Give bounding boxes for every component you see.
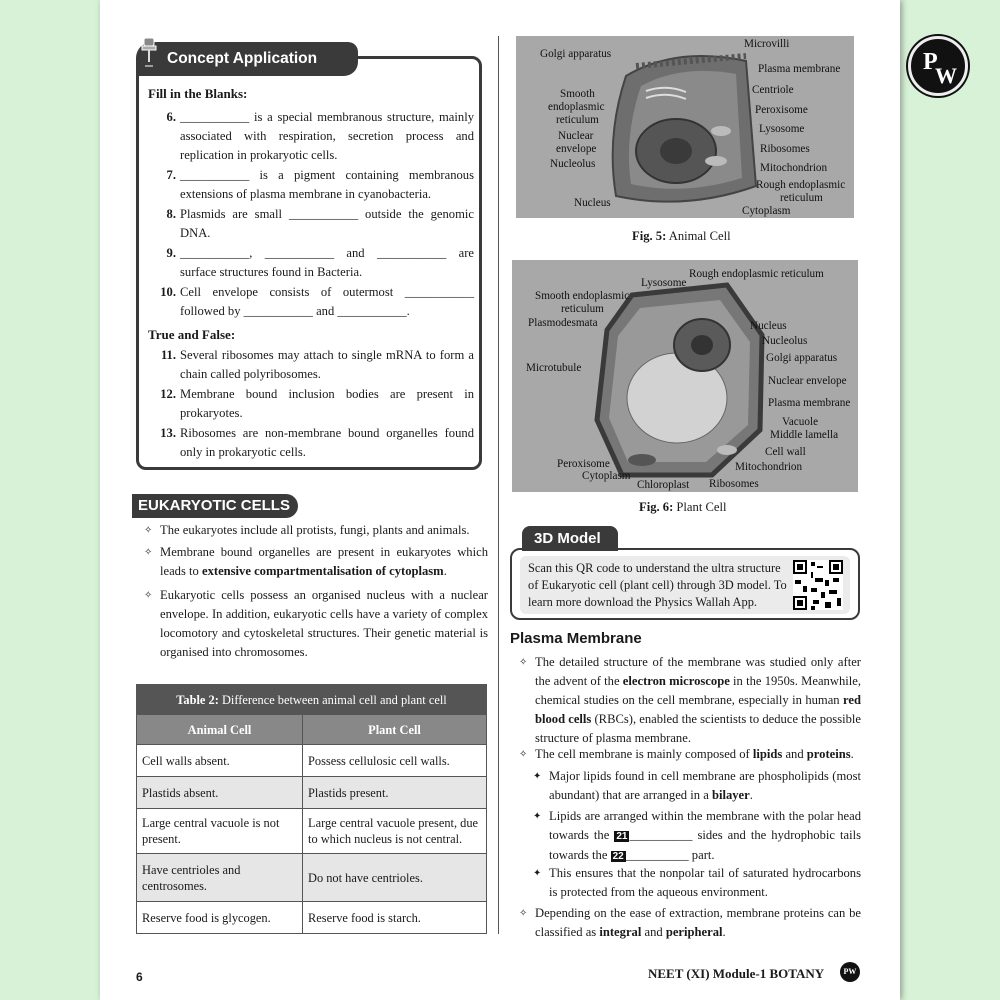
question-10: 10. Cell envelope consists of outermost ___________ followed by ___________ and ___________. (160, 285, 474, 318)
eukaryotic-bullet-1: ✧ The eukaryotes include all protists, fungi, plants and animals. (144, 523, 470, 537)
table-cell: Possess cellulosic cell walls. (303, 745, 487, 777)
label-plasma-membrane: Plasma membrane (758, 63, 841, 75)
footer-logo-icon: PW (840, 962, 860, 982)
plasma-subbullet-3: ✦ This ensures that the nonpolar tail of saturated hydrocarbons is protected from the aqueous environment. (533, 866, 861, 899)
label-centriole: Centriole (752, 84, 794, 96)
label-cytoplasm-plant: Cytoplasm (582, 470, 631, 482)
label-chloroplast: Chloroplast (637, 479, 690, 491)
question-12: 12. Membrane bound inclusion bodies are present in prokaryotes. (160, 387, 474, 420)
label-smooth-er-2: endoplasmic (548, 101, 605, 113)
table-header-animal: Animal Cell (137, 715, 303, 745)
footer-title: NEET (XI) Module-1 BOTANY (648, 966, 825, 981)
table-row (137, 854, 487, 902)
label-rough-er-1: Rough endoplasmic (756, 179, 846, 191)
label-golgi-plant: Golgi apparatus (766, 352, 838, 364)
label-nuclear-envelope-2: envelope (556, 143, 597, 155)
label-cell-wall: Cell wall (765, 446, 806, 458)
label-rough-er: Rough endoplasmic reticulum (689, 268, 824, 280)
table-cell: Reserve food is glycogen. (137, 902, 303, 934)
3d-model-tab: 3D Model (522, 526, 618, 551)
label-middle-lamella: Middle lamella (770, 429, 839, 441)
concept-application-tab: Concept Application (136, 42, 358, 76)
question-8: 8. Plasmids are small ___________ outside the genomic DNA. (166, 207, 474, 240)
question-7: 7. ___________ is a pigment containing membranous extensions of plasma membrane in cyanobacteria. (166, 168, 474, 201)
label-smooth-er-1: Smooth (560, 88, 595, 100)
page-number: 6 (136, 970, 143, 984)
label-nuclear-envelope-1: Nuclear (558, 130, 594, 142)
qr-code-icon[interactable] (793, 560, 843, 610)
true-false-heading: True and False: (148, 327, 236, 342)
question-11: 11. Several ribosomes may attach to single mRNA to form a chain called polyribosomes. (160, 348, 474, 381)
pw-logo (908, 36, 968, 96)
fig5-caption: Fig. 5: Animal Cell (632, 229, 731, 243)
label-microvilli: Microvilli (744, 38, 790, 50)
label-lysosome: Lysosome (759, 123, 805, 135)
table-row (137, 809, 487, 854)
label-cytoplasm: Cytoplasm (742, 205, 791, 217)
label-nuclear-envelope-plant: Nuclear envelope (768, 375, 847, 387)
label-nucleus-plant: Nucleus (750, 320, 787, 332)
eukaryotic-cells-heading: EUKARYOTIC CELLS (132, 494, 298, 518)
plasma-bullet-2: ✧ The cell membrane is mainly composed of lipids and proteins. (519, 747, 854, 761)
label-mitochondrion-plant: Mitochondrion (735, 461, 803, 473)
label-peroxisome-plant: Peroxisome (557, 458, 610, 470)
table-cell: Large central vacuole is not present. (137, 809, 303, 854)
label-peroxisome: Peroxisome (755, 104, 808, 116)
label-lysosome-plant: Lysosome (641, 277, 687, 289)
label-smooth-er-3: reticulum (556, 114, 599, 126)
plasma-subbullet-2: ✦ Lipids are arranged within the membrane with the polar head towards the 21 __________ sides and the hydrophobic tails towards the 22 __________ part. (533, 809, 861, 862)
plasma-bullet-3: ✧ Depending on the ease of extraction, membrane proteins can be classified as integral and peripheral. (519, 906, 861, 939)
eukaryotic-bullet-3: ✧ Eukaryotic cells possess an organised nucleus with a nuclear envelope. In addition, eukaryotic cells have a variety of complex locomotory and cytoskeletal structures. Their genetic material is organised into chromosomes. (144, 588, 488, 659)
label-plasmodesmata: Plasmodesmata (528, 317, 598, 329)
table-cell: Do not have centrioles. (303, 854, 487, 902)
eukaryotic-bullet-2: ✧ Membrane bound organelles are present in eukaryotes which leads to extensive compartmentalisation of cytoplasm. (144, 545, 488, 578)
comparison-table (136, 684, 487, 934)
plasma-subbullet-1: ✦ Major lipids found in cell membrane are phospholipids (most abundant) that are arranged in a bilayer. (533, 769, 861, 802)
label-mitochondrion: Mitochondrion (760, 162, 828, 174)
label-vacuole: Vacuole (782, 416, 819, 428)
table-cell: Have centrioles and centrosomes. (137, 854, 303, 902)
pw-logo-icon (911, 39, 965, 93)
table-cell: Reserve food is starch. (303, 902, 487, 934)
blank-marker-22: 22 (612, 851, 624, 862)
svg-text:P: P (923, 49, 938, 75)
table-cell: Plastids absent. (137, 777, 303, 809)
table-row (137, 745, 487, 777)
blank-marker-21: 21 (616, 831, 628, 842)
fill-blanks-heading: Fill in the Blanks: (148, 86, 248, 101)
svg-text:W: W (935, 63, 957, 88)
plasma-membrane-heading: Plasma Membrane (510, 630, 642, 647)
table-header-plant: Plant Cell (303, 715, 487, 745)
table-row (137, 777, 487, 809)
column-divider (498, 36, 499, 934)
question-9: 9. ___________, ___________ and ___________ are surface structures found in Bacteria. (166, 246, 474, 279)
label-golgi: Golgi apparatus (540, 48, 612, 60)
label-nucleus: Nucleus (574, 197, 611, 209)
label-microtubule: Microtubule (526, 362, 582, 374)
pushpin-icon (139, 36, 161, 72)
label-nucleolus-plant: Nucleolus (762, 335, 808, 347)
question-6: 6. ___________ is a special membranous structure, mainly associated with respiration, secretion process and replication in prokaryotic cells. (166, 110, 474, 162)
label-nucleolus: Nucleolus (550, 158, 596, 170)
label-smooth-er-plant-1: Smooth endoplasmic (535, 290, 630, 302)
plasma-bullet-1: ✧ The detailed structure of the membrane was studied only after the advent of the electron microscope in the 1950s. Meanwhile, chemical studies on the cell membrane, especially in human red blood cells (RBCs), enabled the scientists to deduce the possible structure of plasma membrane. (519, 655, 861, 745)
label-ribosomes-plant: Ribosomes (709, 478, 759, 490)
label-plasma-membrane-plant: Plasma membrane (768, 397, 851, 409)
label-ribosomes: Ribosomes (760, 143, 810, 155)
table-cell: Cell walls absent. (137, 745, 303, 777)
question-13: 13. Ribosomes are non-membrane bound organelles found only in prokaryotic cells. (160, 426, 474, 459)
label-rough-er-2: reticulum (780, 192, 823, 204)
table-caption: Table 2: Difference between animal cell and plant cell (137, 685, 487, 715)
3d-model-text: Scan this QR code to understand the ultra structure of Eukaryotic cell (plant cell) through 3D model. To learn more download the Physics Wallah App. (528, 561, 787, 609)
label-smooth-er-plant-2: reticulum (561, 303, 604, 315)
fig6-caption: Fig. 6: Plant Cell (639, 500, 727, 514)
table-cell: Plastids present. (303, 777, 487, 809)
table-row (137, 902, 487, 934)
table-cell: Large central vacuole present, due to which nucleus is not central. (303, 809, 487, 854)
